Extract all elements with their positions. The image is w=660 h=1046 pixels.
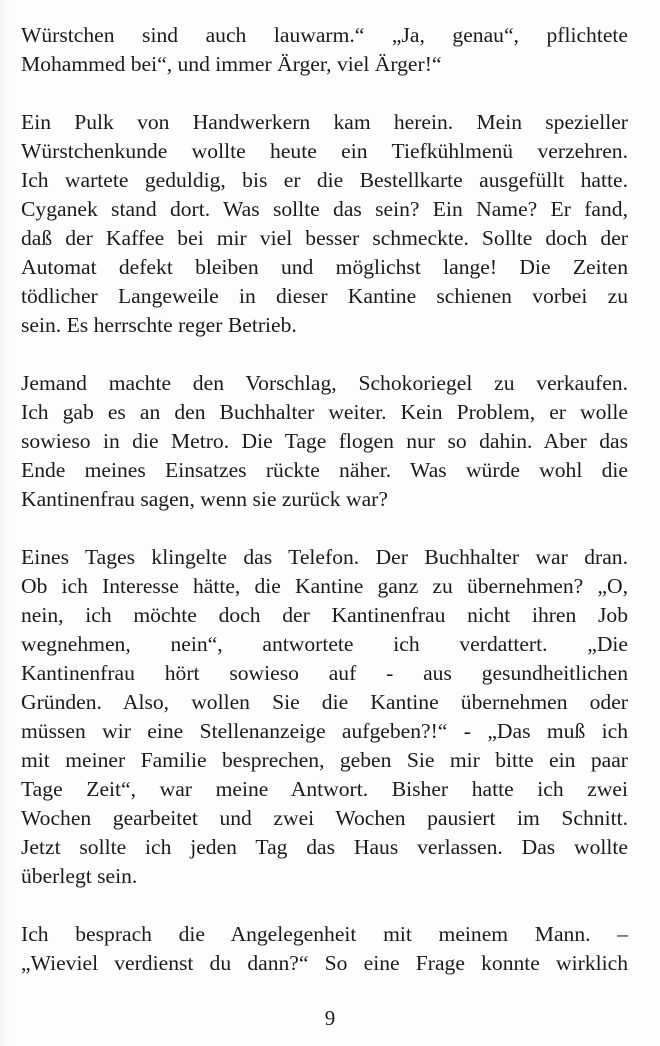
text-line: Ende meines Einsatzes rückte näher. Was würde wohl die [21,458,628,482]
text-line: mit meiner Familie besprechen, geben Sie mir bitte ein paar [21,748,628,772]
text-line: Wochen gearbeitet und zwei Wochen pausiert im Schnitt. [21,806,628,830]
text-line: überlegt sein. [21,864,138,888]
text-line: Jemand machte den Vorschlag, Schokoriegel zu verkaufen. [21,371,628,395]
text-line: Tage Zeit“, war meine Antwort. Bisher hatte ich zwei [21,777,628,801]
text-line: Kantinenfrau hört sowieso auf - aus gesundheitlichen [21,661,628,685]
text-line: Ich wartete geduldig, bis er die Bestellkarte ausgefüllt hatte. [21,168,628,192]
paragraph [21,108,628,340]
paragraph [21,21,628,79]
text-line: sowieso in die Metro. Die Tage flogen nur so dahin. Aber das [21,429,628,453]
text-line: Jetzt sollte ich jeden Tag das Haus verlassen. Das wollte [21,835,628,859]
text-line: Ein Pulk von Handwerkern kam herein. Mein spezieller [21,110,628,134]
page-number: 9 [324,1006,336,1030]
paragraph [21,543,628,891]
text-line: Würstchen sind auch lauwarm.“ „Ja, genau“, pflichtete [21,23,628,47]
paragraph [21,920,628,978]
text-line: daß der Kaffee bei mir viel besser schmeckte. Sollte doch der [21,226,628,250]
text-line: tödlicher Langeweile in dieser Kantine schienen vorbei zu [21,284,628,308]
text-line: müssen wir eine Stellenanzeige aufgeben?!“ - „Das muß ich [21,719,628,743]
text-line: sein. Es herrschte reger Betrieb. [21,313,297,337]
text-line: wegnehmen, nein“, antwortete ich verdattert. „Die [21,632,628,656]
text-line: Cyganek stand dort. Was sollte das sein? Ein Name? Er fand, [21,197,628,221]
text-line: Ich gab es an den Buchhalter weiter. Kein Problem, er wolle [21,400,628,424]
text-line: nein, ich möchte doch der Kantinenfrau nicht ihren Job [21,603,628,627]
text-line: Ich besprach die Angelegenheit mit meinem Mann. – [21,922,628,946]
text-line: Eines Tages klingelte das Telefon. Der Buchhalter war dran. [21,545,628,569]
text-line: Würstchenkunde wollte heute ein Tiefkühlmenü verzehren. [21,139,628,163]
text-line: „Wieviel verdienst du dann?“ So eine Frage konnte wirklich [21,951,628,975]
text-line: Automat defekt bleiben und möglichst lange! Die Zeiten [21,255,628,279]
scan-edge-shadow [0,0,10,1046]
text-line: Ob ich Interesse hätte, die Kantine ganz zu übernehmen? „O, [21,574,628,598]
paragraph [21,369,628,514]
body-text [21,21,628,1007]
text-line: Mohammed bei“, und immer Ärger, viel Ärger!“ [21,52,442,76]
text-line: Kantinenfrau sagen, wenn sie zurück war? [21,487,388,511]
text-line: Gründen. Also, wollen Sie die Kantine übernehmen oder [21,690,628,714]
